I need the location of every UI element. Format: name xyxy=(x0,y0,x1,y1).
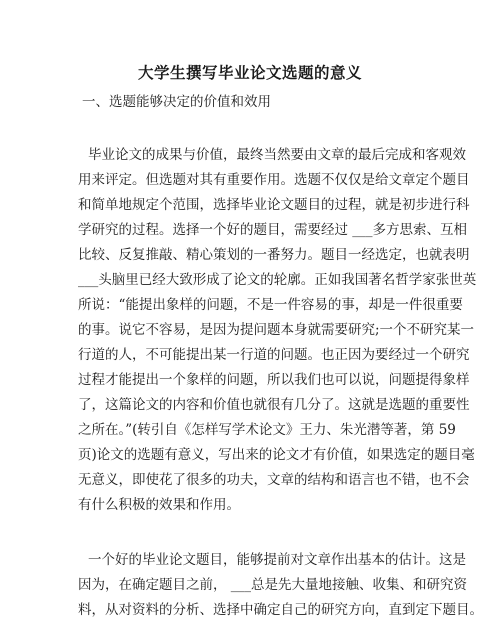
paragraph-line: 料，从对资料的分析、选择中确定自己的研究方向，直到定下题目。 xyxy=(78,602,483,618)
paragraph-line: 因为，在确定题目之前， ___总是先大量地接触、收集、和研究资 xyxy=(78,577,468,593)
paragraph-line: 无意义，即使花了很多的功夫，文章的结构和语言也不错，也不会 xyxy=(78,472,470,488)
paragraph-line: 毕业论文的成果与价值，最终当然要由文章的最后完成和客观效 xyxy=(88,147,466,163)
paragraph-line: 行道的人，不可能提出某一行道的问题。也正因为要经过一个研究 xyxy=(78,347,470,363)
paragraph-line: 比较、反复推敲、精心策划的一番努力。题目一经选定，也就表明 xyxy=(78,247,470,263)
paragraph-line: 和简单地规定个范围，选择毕业论文题目的过程，就是初步进行科 xyxy=(78,197,470,213)
paragraph-line: 之所在。”(转引自《怎样写学术论文》王力、朱光潜等著，第 59 xyxy=(78,422,456,438)
paragraph-line: ___头脑里已经大致形成了论文的轮廓。正如我国著名哲学家张世英 xyxy=(78,272,477,288)
paragraph-line: 一个好的毕业论文题目，能够提前对文章作出基本的估计。这是 xyxy=(88,552,466,568)
paragraph-line: 用来评定。但选题对其有重要作用。选题不仅仅是给文章定个题目 xyxy=(78,172,470,188)
paragraph-line: 页)论文的选题有意义，写出来的论文才有价值，如果选定的题目毫 xyxy=(78,447,475,463)
document-title: 大学生撰写毕业论文选题的意义 xyxy=(137,63,362,82)
paragraph-line: 过程才能提出一个象样的问题，所以我们也可以说，问题提得象样 xyxy=(78,372,470,388)
paragraph-line: 有什么积极的效果和作用。 xyxy=(78,497,240,513)
paragraph-line: 了，这篇论文的内容和价值也就很有几分了。这就是选题的重要性 xyxy=(78,397,470,413)
paragraph-line: 学研究的过程。选择一个好的题目，需要经过 ___多方思索、互相 xyxy=(78,222,468,238)
section-heading: 一、选题能够决定的价值和效用 xyxy=(82,94,271,110)
paragraph-line: 的事。说它不容易，是因为提问题本身就需要研究;一个不研究某一 xyxy=(78,322,475,338)
paragraph-line: 所说：“能提出象样的问题，不是一件容易的事，却是一件很重要 xyxy=(78,297,463,313)
